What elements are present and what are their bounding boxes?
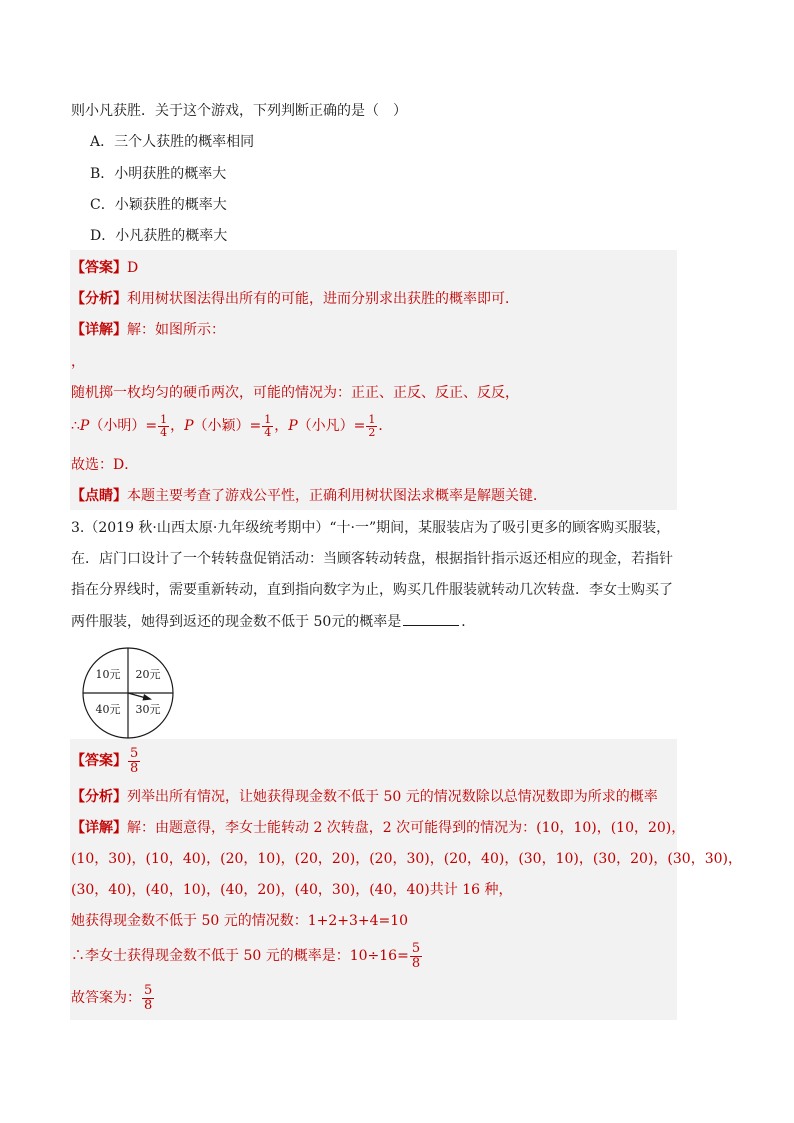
final-fraction: $\frac{5}{8}$ — [144, 982, 153, 1013]
q2-option-a: A．三个人获胜的概率相同 — [90, 134, 255, 150]
q2-answer — [71, 258, 138, 278]
q3-detail-line5: ∴李女士获得现金数不低于 50 元的概率是：10÷16= $\frac{5}{8}$ — [71, 940, 421, 971]
q2-intro: 则小凡获胜．关于这个游戏，下列判断正确的是（ ） — [71, 103, 407, 119]
q2-option-b: B．小明获胜的概率大 — [90, 166, 227, 182]
result-fraction: $\frac{5}{8}$ — [411, 940, 421, 971]
q2-option-c: C．小颖获胜的概率大 — [90, 197, 227, 213]
wheel-sector-30: 30元 — [135, 703, 161, 716]
analysis-text: 列举出所有情况，让她获得现金数不低于 50 元的情况数除以总情况数即为所求的概率 — [127, 789, 658, 805]
answer-fraction: $\frac{5}{8}$ — [130, 745, 139, 776]
q2-detail-comma: ， — [71, 354, 85, 370]
q2-option-d: D．小凡获胜的概率大 — [90, 228, 228, 244]
q3-detail-line4: 她获得现金数不低于 50 元的情况数：1+2+3+4=10 — [71, 913, 409, 929]
q3-line3: 指在分界线时，需要重新转动，直到指向数字为止，购买几件服装就转动几次转盘．李女士购买了 — [71, 582, 673, 598]
answer-tag: 【答案】 — [71, 260, 127, 276]
detail-tag: 【详解】 — [71, 322, 127, 338]
detail-tag: 【详解】 — [71, 820, 127, 836]
detail-text: 解：如图所示： — [127, 322, 225, 338]
comment-tag: 【点睛】 — [71, 488, 127, 504]
answer-tag: 【答案】 — [71, 753, 127, 769]
analysis-tag: 【分析】 — [71, 291, 127, 307]
q2-detail-cases: 随机掷一枚均匀的硬币两次，可能的情况为：正正、正反、反正、反反， — [71, 385, 519, 401]
q3-line1: 3.（2019 秋·山西太原·九年级统考期中）“十·一”期间，某服装店为了吸引更多的顾客购买服装， — [71, 520, 671, 536]
q3-detail-line2: (10，30)，(10，40)，(20，10)，(20，20)，(20，30)，(20，40)，(30，10)，(30，20)，(30，30)， — [71, 851, 742, 867]
comment-text: 本题主要考查了游戏公平性，正确利用树状图法求概率是解题关键． — [127, 488, 547, 504]
q2-choose: 故选：D． — [71, 457, 139, 473]
q2-analysis — [71, 289, 519, 309]
q3-line4: 两件服装，她得到返还的现金数不低于 50元的概率是 ． — [71, 611, 475, 632]
spinner-wheel — [80, 645, 176, 741]
detail-text: 解：由题意得，李女士能转动 2 次转盘，2 次可能得到的情况为：(10，10)，(10，20)， — [127, 820, 686, 836]
fraction-xiaoying: $\frac{1}{4}$ — [264, 412, 272, 439]
q3-detail — [71, 818, 685, 838]
q3-line2: 在．店门口设计了一个转转盘促销活动：当顾客转动转盘，根据指针指示返还相应的现金，若指针 — [71, 551, 673, 567]
answer-blank — [403, 611, 459, 626]
q3-analysis — [71, 787, 658, 807]
wheel-sector-20: 20元 — [135, 668, 161, 681]
fraction-xiaofan: $\frac{1}{2}$ — [368, 412, 376, 439]
q3-detail-line3: (30，40)，(40，10)，(40，20)，(40，30)，(40，40)共计 16 种， — [71, 882, 513, 898]
wheel-sector-40: 40元 — [95, 703, 121, 716]
q2-probabilities: ∴P（小明）= $\frac{1}{4}$ ，P（小颖）= $\frac{1}{4}$ ，P（小凡）= $\frac{1}{2}$ ． — [71, 412, 393, 439]
fraction-xiaoming: $\frac{1}{4}$ — [160, 412, 168, 439]
q3-answer — [71, 745, 141, 777]
q2-comment — [71, 486, 547, 506]
wheel-sector-10: 10元 — [95, 668, 121, 681]
analysis-tag: 【分析】 — [71, 789, 127, 805]
answer-value: D — [127, 260, 139, 276]
q3-final: 故答案为： $\frac{5}{8}$ — [71, 982, 153, 1013]
q2-detail — [71, 320, 225, 340]
analysis-text: 利用树状图法得出所有的可能，进而分别求出获胜的概率即可． — [127, 291, 519, 307]
